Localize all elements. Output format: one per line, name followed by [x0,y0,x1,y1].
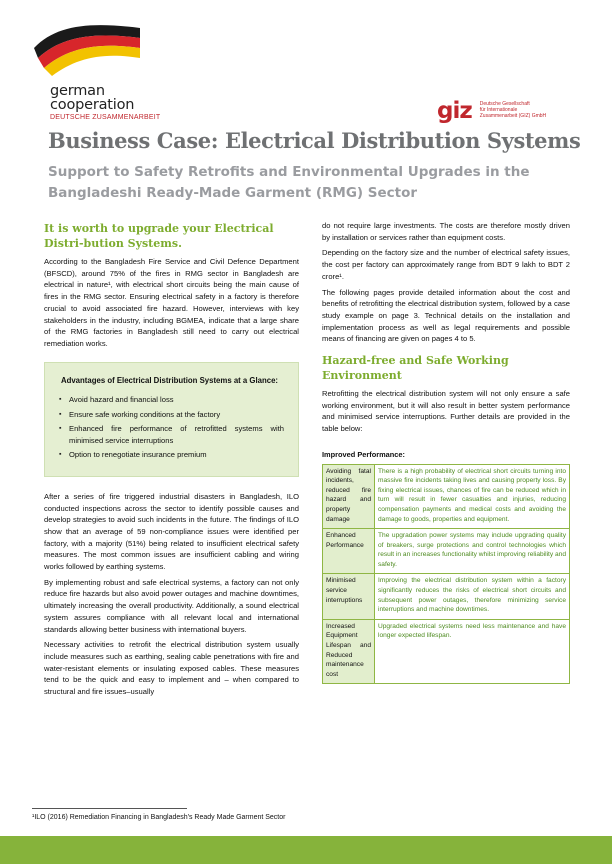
giz-logo [437,100,546,122]
table-value: Upgraded electrical systems need less maintenance and have longer expected lifespan. [375,620,569,684]
intro-paragraph: According to the Bangladesh Fire Service and Civil Defence Department (BFSCD), around 75% of the fires in RMG sector in Bangladesh are electrical in nature¹, with electrical short circuits being the main cause of fires in the RMG sector. Ensuring electrical safety in a factory is therefore crucial to avoid associated fire hazard. However, interviews with key stakeholders in the industry, including BGMEA, indicate that a large share of the RMG factories in Bangladesh still need to carry out electrical remediation works. [44,257,299,348]
investment-paragraph: do not require large investments. The costs are therefore mostly driven by installation or services rather than equipment costs. [322,221,570,242]
page-title: Business Case: Electrical Distribution Systems [48,128,581,153]
table-key: Minimised service interruptions [323,574,375,619]
list-item: ▪ Enhanced fire performance of retrofitted systems with minimised service interruptions [55,423,284,446]
benefits-paragraph: By implementing robust and safe electrical systems, a factory can not only reduce fire hazards but also avoid power outages and machine downtimes, ultimately increasing the overall productivity. Additionally, a sound electrical system assures compliance with all relevant local and international standards allowing better business with international buyers. [44,577,299,634]
table-key: Avoiding fatal incidents, reduced fire hazard and property damage [323,465,375,530]
retrofit-paragraph: Retrofitting the electrical distribution system will not only ensure a safe working environment, but it will also result in better system performance and minimised service interruptions. Further details are provided in the table below: [322,389,570,434]
left-column [44,221,299,702]
logo-subline: DEUTSCHE ZUSAMMENARBEIT [50,114,161,121]
advantages-title: Advantages of Electrical Distribution Systems at a Glance: [60,375,279,385]
table-row [323,620,569,684]
improved-performance-table [322,464,570,685]
footnote: ¹ILO (2016) Remediation Financing in Bangladesh's Ready Made Garment Sector [32,814,286,821]
table-value: There is a high probability of electrical short circuits turning into massive fire incidents taking lives and causing property loss. By fixing electrical issues, chances of fire can be reduced which in turn will result in fewer casualties and injuries, reducing compensation payments and medical costs and avoiding the damage to goods, properties and equipment. [375,465,569,530]
section-heading-hazard-free: Hazard-free and Safe Working Environment [322,354,509,383]
activities-paragraph: Necessary activities to retrofit the electrical distribution system usually include measures such as earthing, sealing cable penetrations with fire and water-resistant elements or insulating exposed cables. These measures tend to be the quick and easy to implement and – when compared to structural and fire issues–usually [44,640,299,697]
table-value: Improving the electrical distribution system within a factory significantly reduces the risks of electrical short circuits and subsequent power outages, therefore minimizing service interruptions and machine downtimes. [375,574,569,619]
right-column [322,220,570,684]
table-label: Improved Performance: [322,449,405,459]
list-item: ▪ Avoid hazard and financial loss [55,394,284,406]
giz-text: Deutsche Gesellschaft für Internationale Zusammenarbeit (GIZ) GmbH [479,101,547,119]
table-value: The upgradation power systems may include upgrading quality of breakers, surge protections and control technologies which result in an increases functionality whilst improving reliability and safety. [375,529,569,574]
list-item: ▪ Option to renegotiate insurance premium [55,449,284,461]
logo-line-cooperation: cooperation [50,97,135,113]
table-row [323,465,569,530]
table-key: Increased Equipment Lifespan and Reduced maintenance cost [323,620,375,684]
advantages-box [44,362,299,477]
german-flag-logo [32,18,142,78]
giz-mark: giz [437,98,472,124]
table-key: Enhanced Performance [323,529,375,574]
section-heading-upgrade: It is worth to upgrade your Electrical Distri-bution Systems. [44,222,274,250]
following-pages-paragraph: The following pages provide detailed information about the cost and benefits of retrofitting the electrical distribution system, followed by a case study example on page 3. Technical details on the installation and implementation process as well as legal requirements and possible means of financing are given on pages 4 to 5. [322,287,570,344]
ilo-findings-paragraph: After a series of fire triggered industrial disasters in Bangladesh, ILO conducted inspections across the sector to identify possible causes and develop strategies to avoid such incidents in the future. The findings of ILO show that an average of 59 non-compliance issues were identified per factory, with a majority (51%) being related to insufficient electrical safety measures. The most common issues are insufficient cabling and wiring works followed by earthing systems. [44,491,299,572]
footer-bar [0,836,612,864]
advantages-list [55,394,284,461]
german-cooperation-logo [50,84,160,121]
table-row [323,529,569,574]
cost-paragraph: Depending on the factory size and the number of electrical safety issues, the cost per factory can approximately range from BDT 9 lakh to BDT 2 crore¹. [322,248,570,281]
table-row [323,574,569,619]
logo-line-german: german [50,83,105,99]
list-item: ▪ Ensure safe working conditions at the factory [55,409,284,421]
page-subtitle: Support to Safety Retrofits and Environmental Upgrades in the Bangladeshi Ready-Made Garment (RMG) Sector [48,164,530,201]
footnote-divider [32,808,187,809]
